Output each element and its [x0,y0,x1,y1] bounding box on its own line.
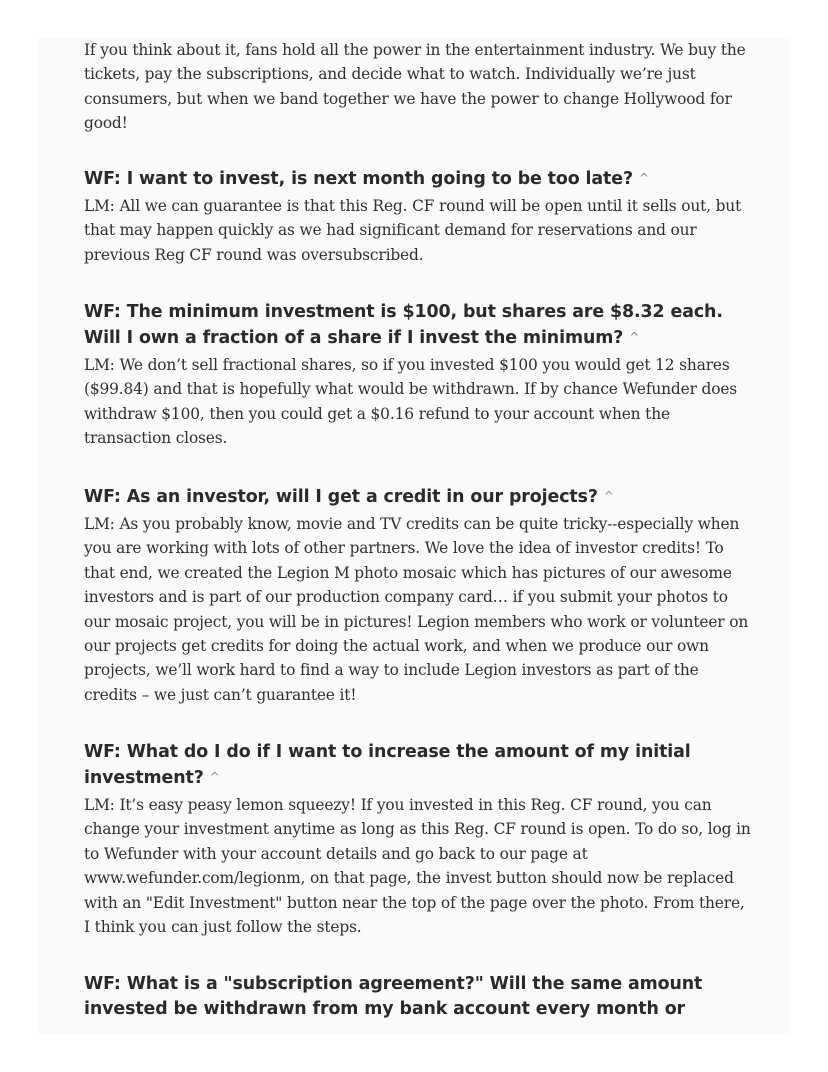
faq-item-5 [84,972,754,1022]
faq-answer: LM: We don’t sell fractional shares, so if you invested $100 you would get 12 shares ($99.84) and that is hopefully what would be withdrawn. If by chance Wefunder does withdraw $100, then you could get a $0.16 refund to your account when the transaction closes. [84,356,738,448]
faq-item-2 [84,300,754,451]
collapse-caret-icon[interactable]: ^ [629,330,640,344]
faq-item-1 [84,166,754,267]
faq-item-4 [84,740,754,939]
collapse-caret-icon[interactable]: ^ [603,489,614,503]
faq-question[interactable] [84,740,754,791]
faq-question-text: WF: I want to invest, is next month going to be too late? [84,169,633,189]
document-page [38,38,790,1034]
faq-question-text: WF: As an investor, will I get a credit in our projects? [84,487,598,507]
faq-item-3 [84,484,754,707]
collapse-caret-icon[interactable]: ^ [209,770,220,784]
intro-paragraph: If you think about it, fans hold all the power in the entertainment industry. We buy the tickets, pay the subscriptions, and decide what to watch. Individually we’re just consumers, but when we band together we have the power to change Hollywood for good! [84,41,746,133]
faq-answer: LM: All we can guarantee is that this Reg. CF round will be open until it sells out, but that may happen quickly as we had significant demand for reservations and our previous Reg CF round was oversubscribed. [84,197,742,264]
faq-question[interactable] [84,972,754,1022]
faq-question[interactable] [84,166,754,192]
faq-answer: LM: It’s easy peasy lemon squeezy! If you invested in this Reg. CF round, you can change your investment anytime as long as this Reg. CF round is open. To do so, log in to Wefunder with your account details and go back to our page at www.wefunder.com/legionm, on that page, the invest button should now be replaced with an "Edit Investment" button near the top of the page over the photo. From there, I think you can just follow the steps. [84,796,751,937]
faq-answer: LM: As you probably know, movie and TV credits can be quite tricky--especially when you are working with lots of other partners. We love the idea of investor credits! To that end, we created the Legion M photo mosaic which has pictures of our awesome investors and is part of our production company card… if you submit your photos to our mosaic project, you will be in pictures! Legion members who work or volunteer on our projects get credits for doing the actual work, and when we produce our own projects, we’ll work hard to find a way to include Legion investors as part of the credits – we just can’t guarantee it! [84,515,749,704]
faq-question-text: WF: The minimum investment is $100, but shares are $8.32 each. Will I own a fraction of a share if I invest the minimum? [84,302,723,348]
faq-question[interactable] [84,300,754,351]
collapse-caret-icon[interactable]: ^ [638,171,649,185]
faq-question-text: WF: What do I do if I want to increase the amount of my initial investment? [84,742,691,788]
faq-question[interactable] [84,484,754,510]
faq-question-text: WF: What is a "subscription agreement?" Will the same amount invested be withdrawn from my bank account every month or [84,974,703,1019]
